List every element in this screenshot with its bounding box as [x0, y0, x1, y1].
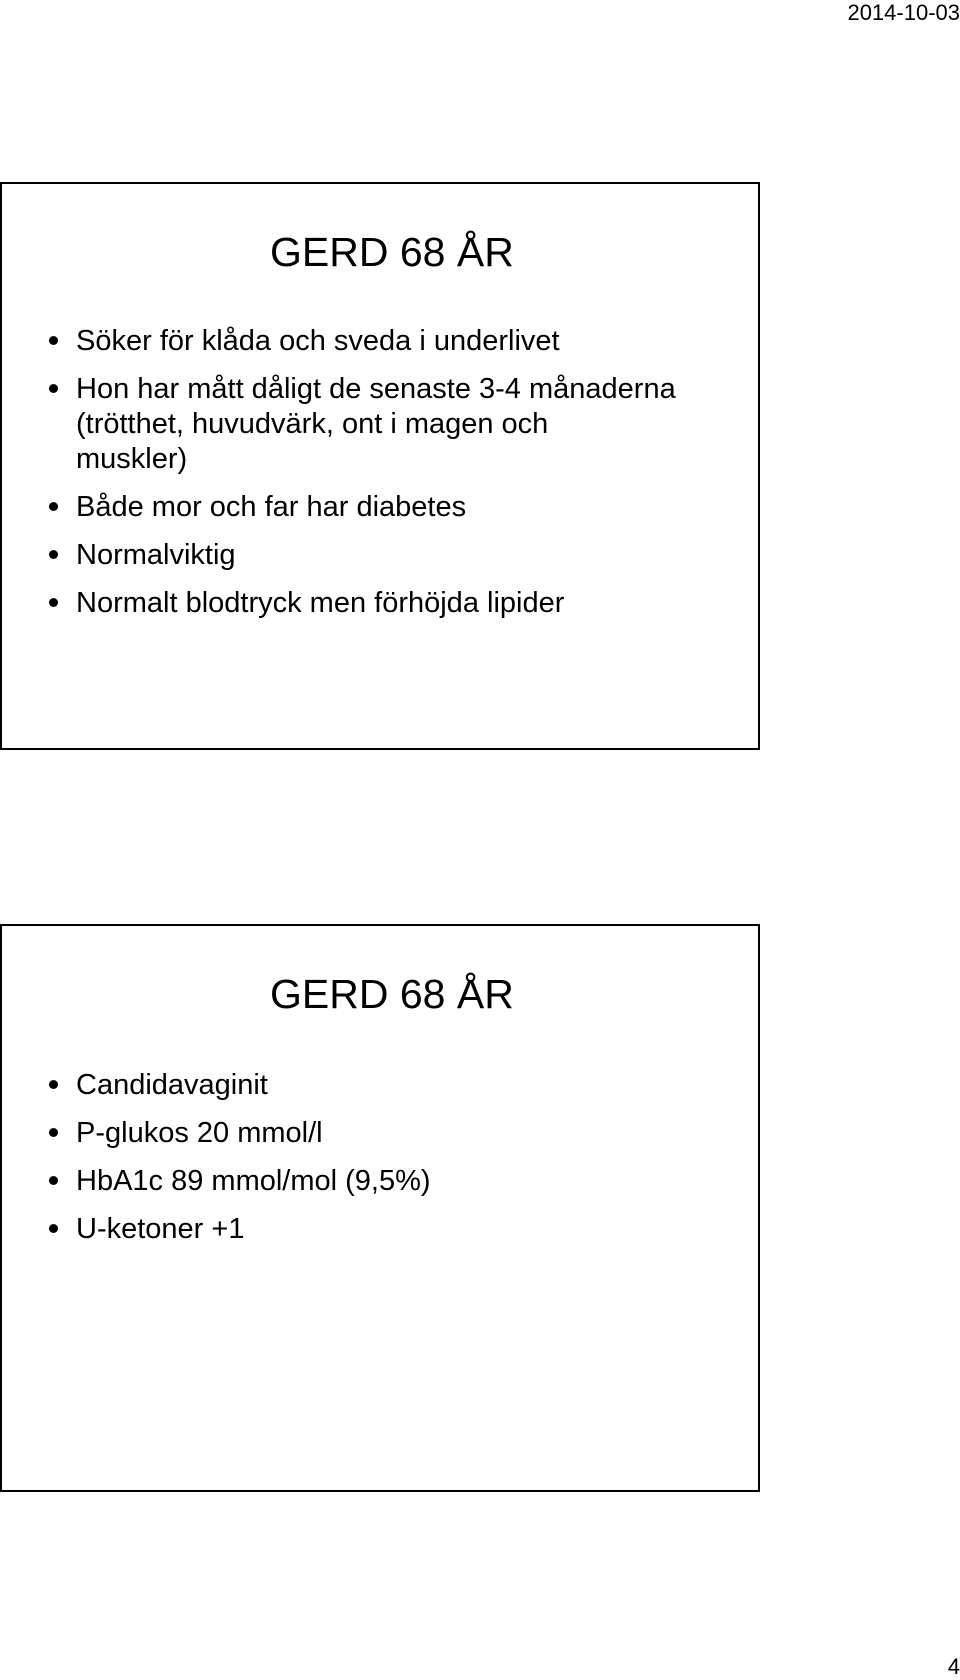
- bullet-text: Normalviktig: [76, 539, 236, 571]
- bullet-text: Normalt blodtryck men förhöjda lipider: [76, 587, 565, 619]
- bullet-text: (trötthet, huvudvärk, ont i magen och: [76, 408, 549, 440]
- bullet-item: [46, 1116, 746, 1151]
- bullet-text: HbA1c 89 mmol/mol (9,5%): [76, 1165, 431, 1197]
- bullet-text: P-glukos 20 mmol/l: [76, 1117, 323, 1149]
- bullet-list: [46, 1068, 746, 1260]
- bullet-item: [46, 538, 746, 573]
- bullet-item: [46, 372, 746, 477]
- bullet-item: [46, 1164, 746, 1199]
- bullet-dot-icon: [49, 550, 58, 559]
- bullet-item: [46, 490, 746, 525]
- slide-title: GERD 68 ÅR: [270, 229, 514, 275]
- bullet-text: Både mor och far har diabetes: [76, 491, 467, 523]
- bullet-text: muskler): [76, 443, 188, 475]
- bullet-text: Söker för klåda och sveda i underlivet: [76, 325, 560, 357]
- slide-2: [0, 924, 760, 1492]
- page-number: 4: [947, 1654, 960, 1679]
- bullet-dot-icon: [49, 1176, 58, 1185]
- bullet-dot-icon: [49, 336, 58, 345]
- bullet-item: [46, 1068, 746, 1103]
- bullet-text: U-ketoner +1: [76, 1213, 245, 1245]
- bullet-item: [46, 1212, 746, 1247]
- bullet-dot-icon: [49, 1128, 58, 1137]
- page-date: 2014-10-03: [847, 0, 960, 25]
- bullet-item: [46, 586, 746, 621]
- bullet-dot-icon: [49, 598, 58, 607]
- bullet-list: [46, 324, 746, 634]
- slide-1: [0, 182, 760, 750]
- bullet-item: [46, 324, 746, 359]
- bullet-text: Hon har mått dåligt de senaste 3-4 månaderna: [76, 373, 676, 405]
- bullet-dot-icon: [49, 1080, 58, 1089]
- slide-title: GERD 68 ÅR: [270, 971, 514, 1017]
- bullet-dot-icon: [49, 384, 58, 393]
- bullet-dot-icon: [49, 1224, 58, 1233]
- bullet-text: Candidavaginit: [76, 1069, 268, 1101]
- bullet-dot-icon: [49, 502, 58, 511]
